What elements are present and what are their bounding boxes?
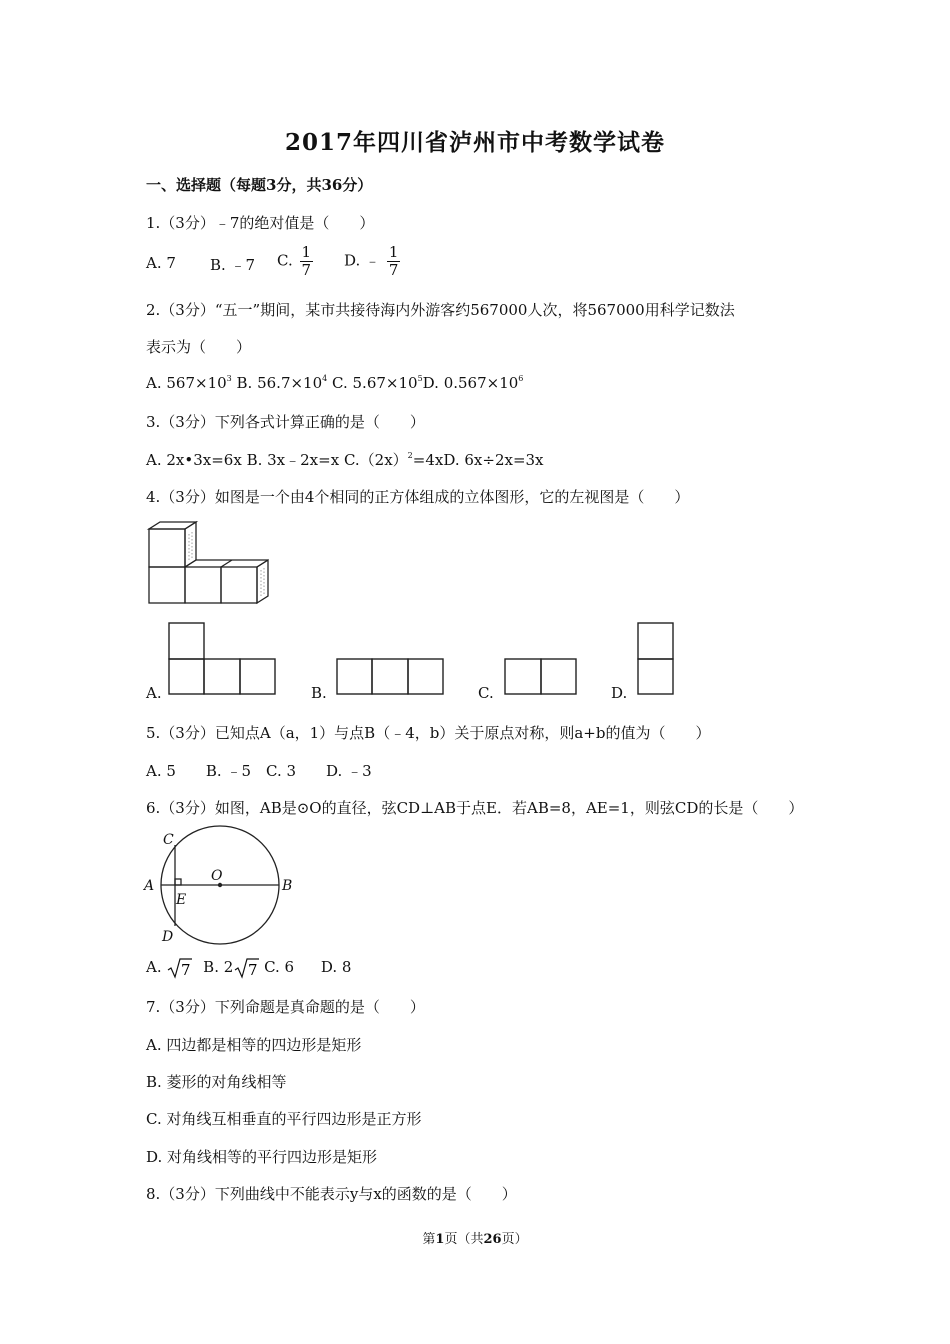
q3-option-c: C.（2x）: [343, 451, 408, 469]
q4-option-d-figure: [637, 622, 677, 696]
q7-option-b: B. 菱形的对角线相等: [146, 1073, 287, 1091]
q1-option-c-label: C.: [277, 251, 293, 270]
q7-option-d: D. 对角线相等的平行四边形是矩形: [146, 1148, 378, 1166]
q2-option-b: B. 56.7×10: [236, 374, 323, 392]
q7-option-a: A. 四边都是相等的四边形是矩形: [146, 1036, 362, 1054]
q6-option-c: C. 6: [264, 958, 295, 976]
footer-prefix: 第: [422, 1232, 436, 1247]
sqrt-sign-icon: [166, 957, 192, 979]
q4-option-c-figure: [504, 658, 579, 696]
footer-mid: 页（共: [444, 1232, 484, 1247]
q6-option-d: D. 8: [320, 958, 352, 976]
footer-suffix: 页）: [501, 1232, 528, 1247]
q6-options: [146, 957, 351, 979]
q3-stem: 3.（3分）下列各式计算正确的是（ ）: [146, 413, 425, 431]
fraction-numerator: 1: [301, 243, 312, 261]
sqrt-sign-icon: [233, 957, 259, 979]
q1-option-c: [277, 244, 315, 279]
q4-option-b-label: B.: [311, 684, 327, 702]
q4-option-a-label: A.: [146, 684, 162, 702]
q2-option-c-exponent: 5: [417, 374, 423, 383]
label-c: C: [163, 832, 174, 848]
q1-option-d-label: D. ﹣: [344, 251, 381, 270]
q8-stem: 8.（3分）下列曲线中不能表示y与x的函数的是（ ）: [146, 1185, 517, 1203]
page-footer: [0, 1228, 950, 1247]
label-b: B: [282, 878, 293, 894]
radicand: 7: [181, 961, 191, 979]
page-title: 2017年四川省泸州市中考数学试卷: [284, 129, 665, 156]
radicand: 7: [248, 961, 258, 979]
q6-circle-diagram: [140, 824, 300, 948]
q1-stem: 1.（3分）﹣7的绝对值是（ ）: [146, 214, 375, 232]
fraction-denominator: 7: [388, 261, 399, 279]
q6-option-b: B. 2: [203, 958, 234, 976]
q4-option-c-label: C.: [478, 684, 494, 702]
q2-option-c: C. 5.67×10: [332, 374, 418, 392]
q1-option-c-fraction: [300, 244, 314, 279]
q7-option-c: C. 对角线互相垂直的平行四边形是正方形: [146, 1110, 422, 1128]
q2-stem-line1: 2.（3分）“五一”期间，某市共接待海内外游客约567000人次，将567000用科学记数法: [146, 301, 735, 319]
footer-total-pages: 26: [483, 1232, 502, 1247]
footer-page-number: 1: [435, 1232, 445, 1247]
q3-option-d: D. 6x÷2x=3x: [443, 451, 544, 469]
label-e: E: [176, 892, 187, 908]
q2-option-d-exponent: 6: [518, 374, 524, 383]
q1-option-d: [344, 244, 402, 279]
q3-option-b: B. 3x﹣2x=x: [246, 451, 340, 469]
q4-stem: 4.（3分）如图是一个由4个相同的正方体组成的立体图形，它的左视图是（ ）: [146, 488, 690, 506]
q2-option-d: D. 0.567×10: [422, 374, 519, 392]
q1-option-b: B. ﹣7: [210, 256, 256, 274]
label-d: D: [162, 929, 174, 945]
q2-option-b-exponent: 4: [322, 374, 328, 383]
q1-option-a: A. 7: [146, 254, 176, 272]
q3-option-c-rest: =4x: [412, 451, 444, 469]
fraction-denominator: 7: [301, 261, 312, 279]
section-heading: 一、选择题（每题3分，共36分）: [146, 176, 373, 194]
q2-stem-line2: 表示为（ ）: [146, 338, 252, 356]
q2-option-a: A. 567×10: [146, 374, 227, 392]
label-o: O: [211, 868, 223, 884]
q2-option-a-exponent: 3: [226, 374, 232, 383]
q4-solid-figure: [140, 516, 280, 608]
q7-stem: 7.（3分）下列命题是真命题的是（ ）: [146, 998, 425, 1016]
q6-option-a: A.: [146, 958, 162, 976]
q5-options: A. 5 B. ﹣5 C. 3 D. ﹣3: [146, 762, 372, 780]
label-a: A: [144, 878, 155, 894]
q1-option-d-fraction: [387, 244, 401, 279]
q5-stem: 5.（3分）已知点A（a，1）与点B（﹣4，b）关于原点对称，则a+b的值为（ ）: [146, 724, 711, 742]
q3-option-c-exponent: 2: [407, 451, 413, 460]
fraction-numerator: 1: [388, 243, 399, 261]
q6-stem: 6.（3分）如图，AB是⊙O的直径，弦CD⊥AB于点E．若AB=8，AE=1，则弦CD的长是（ ）: [146, 799, 804, 817]
q4-option-d-label: D.: [611, 684, 628, 702]
q3-option-a: A. 2x•3x=6x: [146, 451, 242, 469]
q2-options: [146, 374, 523, 392]
q4-option-b-figure: [336, 658, 446, 696]
q4-option-a-figure: [168, 622, 278, 696]
q3-options: [146, 449, 544, 470]
